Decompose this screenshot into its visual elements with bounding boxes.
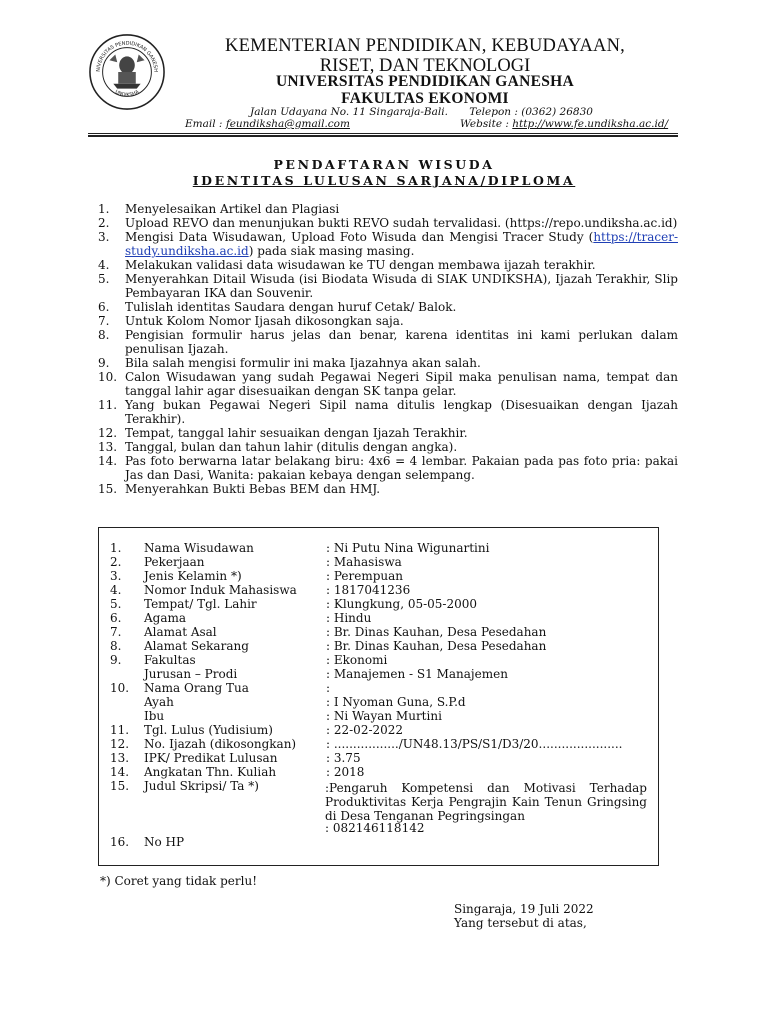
document-title: PENDAFTARAN WISUDA: [273, 157, 495, 172]
item-text: Tempat, tanggal lahir sesuaikan dengan Ijazah Terakhir.: [125, 426, 468, 440]
row-number: 8.: [110, 639, 122, 653]
item-text: Upload REVO dan menunjukan bukti REVO sudah tervalidasi. (https://repo.undiksha.ac.id): [125, 216, 678, 230]
field-label: Tempat/ Tgl. Lahir: [144, 597, 257, 611]
field-label: Pekerjaan: [144, 555, 205, 569]
faculty-name: FAKULTAS EKONOMI: [341, 90, 509, 107]
list-item: [98, 202, 678, 216]
field-label: Jenis Kelamin *): [144, 569, 242, 583]
email-link[interactable]: feundiksha@gmail.com: [225, 118, 350, 130]
address-line: [250, 106, 611, 118]
contact-line: [185, 118, 675, 130]
list-item: [98, 426, 678, 440]
item-text: Menyerahkan Bukti Bebas BEM dan HMJ.: [125, 482, 381, 496]
field-label: Judul Skripsi/ Ta *): [144, 779, 259, 793]
item-text: Melakukan validasi data wisudawan ke TU dengan membawa ijazah terakhir.: [125, 258, 596, 272]
field-value: : Manajemen - S1 Manajemen: [326, 667, 508, 681]
row-number: 2.: [110, 555, 122, 569]
list-item: [98, 314, 678, 328]
field-label: Tgl. Lulus (Yudisium): [144, 723, 273, 737]
field-label: Alamat Sekarang: [144, 639, 249, 653]
phone-value: : 082146118142: [325, 821, 425, 835]
item-text: Untuk Kolom Nomor Ijasah dikosongkan saja.: [125, 314, 404, 328]
row-number: 3.: [110, 569, 122, 583]
field-label: Ayah: [144, 695, 174, 709]
item-number: 14.: [98, 454, 118, 468]
item-text: [125, 230, 678, 258]
list-item: [98, 356, 678, 370]
ministry-line-1: KEMENTERIAN PENDIDIKAN, KEBUDAYAAN,: [225, 36, 625, 56]
field-label: Nama Orang Tua: [144, 681, 249, 695]
field-label: Nama Wisudawan: [144, 541, 254, 555]
item-number: 13.: [98, 440, 118, 454]
item-text: Pas foto berwarna latar belakang biru: 4x6 = 4 lembar. Pakaian pada pas foto pria: pakai Jas dan Dasi, Wanita: pakaian kebaya dengan selempang.: [125, 454, 678, 482]
field-label: No HP: [144, 835, 185, 849]
field-value: : Ekonomi: [326, 653, 388, 667]
list-item: [98, 440, 678, 454]
item-number: 15.: [98, 482, 118, 496]
list-item: [98, 398, 678, 426]
row-number: 14.: [110, 765, 130, 779]
item-text: Pengisian formulir harus jelas dan benar, karena identitas ini kami perlukan dalam penulisan Ijazah.: [125, 328, 678, 356]
item-number: 4.: [98, 258, 110, 272]
item-number: 1.: [98, 202, 110, 216]
logo-text-bottom: UNDIKSHA: [113, 89, 141, 99]
row-number: 6.: [110, 611, 122, 625]
field-label: Alamat Asal: [144, 625, 217, 639]
row-number: 4.: [110, 583, 122, 597]
list-item: [98, 370, 678, 398]
item-text: Menyelesaikan Artikel dan Plagiasi: [125, 202, 340, 216]
field-label: Agama: [144, 611, 187, 625]
item-number: 9.: [98, 356, 110, 370]
field-label: Ibu: [144, 709, 165, 723]
list-item: [98, 328, 678, 356]
list-item: [98, 454, 678, 482]
row-number: 1.: [110, 541, 122, 555]
logo-text-top: NIVERSITAS PENDIDIKAN GANESH: [95, 40, 159, 73]
list-item: [98, 482, 678, 496]
svg-text:UNDIKSHA: [114, 89, 141, 99]
item-number: 6.: [98, 300, 110, 314]
item-number: 5.: [98, 272, 110, 286]
item-number: 12.: [98, 426, 118, 440]
signature-label: Yang tersebut di atas,: [454, 916, 587, 930]
field-value: :: [326, 681, 331, 695]
row-number: 13.: [110, 751, 130, 765]
thesis-title-value: :Pengaruh Kompetensi dan Motivasi Terhadap Produktivitas Kerja Pengrajin Kain Tenun Gringsing di Desa Tenganan Pegringsingan: [325, 781, 647, 823]
field-value: : Ni Wayan Murtini: [326, 709, 442, 723]
field-value: : Br. Dinas Kauhan, Desa Pesedahan: [326, 639, 547, 653]
street-address: Jalan Udayana No. 11 Singaraja-Bali.: [250, 106, 448, 118]
field-value: : Mahasiswa: [326, 555, 402, 569]
item-number: 2.: [98, 216, 110, 230]
ministry-line-2: RISET, DAN TEKNOLOGI: [319, 56, 531, 76]
row-number: 5.: [110, 597, 122, 611]
website-label: Website :: [460, 118, 513, 130]
item-text-before: Mengisi Data Wisudawan, Upload Foto Wisuda dan Mengisi Tracer Study (: [125, 230, 594, 244]
field-value: : 3.75: [326, 751, 361, 765]
field-value: : 1817041236: [326, 583, 411, 597]
item-text: Bila salah mengisi formulir ini maka Ijazahnya akan salah.: [125, 356, 481, 370]
header-divider: [88, 133, 678, 134]
university-name: UNIVERSITAS PENDIDIKAN GANESHA: [275, 73, 575, 90]
list-item: [98, 258, 678, 272]
field-value: : ................./UN48.13/PS/S1/D3/20......................: [326, 737, 623, 751]
field-value: : Perempuan: [326, 569, 404, 583]
item-number: 10.: [98, 370, 118, 384]
field-value: : Klungkung, 05-05-2000: [326, 597, 478, 611]
field-value: : 22-02-2022: [326, 723, 404, 737]
tracer-study-link[interactable]: https://tracer-study.undiksha.ac.id: [125, 230, 678, 258]
row-number: 11.: [110, 723, 130, 737]
item-text: Tulislah identitas Saudara dengan huruf Cetak/ Balok.: [125, 300, 457, 314]
field-value: : Br. Dinas Kauhan, Desa Pesedahan: [326, 625, 547, 639]
list-item: [98, 216, 678, 230]
field-value: : I Nyoman Guna, S.P.d: [326, 695, 466, 709]
field-value: : Hindu: [326, 611, 372, 625]
document-subtitle: IDENTITAS LULUSAN SARJANA/DIPLOMA: [192, 173, 576, 188]
field-label: Angkatan Thn. Kuliah: [144, 765, 277, 779]
field-label: No. Ijazah (dikosongkan): [144, 737, 297, 751]
website-link[interactable]: http://www.fe.undiksha.ac.id/: [512, 118, 669, 130]
item-text: Tanggal, bulan dan tahun lahir (ditulis dengan angka).: [125, 440, 458, 454]
item-number: 3.: [98, 230, 110, 244]
instructions-list: [98, 202, 678, 496]
item-text: Yang bukan Pegawai Negeri Sipil nama ditulis lengkap (Disesuaikan dengan Ijazah Terakhir).: [125, 398, 678, 426]
row-number: 16.: [110, 835, 130, 849]
phone-number: Telepon : (0362) 26830: [469, 106, 593, 118]
field-label: Fakultas: [144, 653, 196, 667]
row-number: 7.: [110, 625, 122, 639]
list-item: [98, 300, 678, 314]
item-text-after: ) pada siak masing masing.: [248, 244, 415, 258]
item-number: 11.: [98, 398, 118, 412]
university-logo: [88, 33, 166, 111]
item-number: 8.: [98, 328, 110, 342]
field-label: IPK/ Predikat Lulusan: [144, 751, 278, 765]
item-text: Calon Wisudawan yang sudah Pegawai Negeri Sipil maka penulisan nama, tempat dan tanggal lahir agar disesuaikan dengan SK tanpa gelar.: [125, 370, 678, 398]
row-number: 9.: [110, 653, 122, 667]
field-value: : 2018: [326, 765, 365, 779]
item-number: 7.: [98, 314, 110, 328]
row-number: 15.: [110, 779, 130, 793]
field-label: Jurusan – Prodi: [144, 667, 238, 681]
list-item: [98, 230, 678, 258]
footnote: *) Coret yang tidak perlu!: [100, 874, 258, 888]
row-number: 12.: [110, 737, 130, 751]
field-value: : Ni Putu Nina Wigunartini: [326, 541, 490, 555]
email-label: Email :: [185, 118, 226, 130]
place-date: Singaraja, 19 Juli 2022: [454, 902, 594, 916]
row-number: 10.: [110, 681, 130, 695]
list-item: [98, 272, 678, 300]
field-label: Nomor Induk Mahasiswa: [144, 583, 297, 597]
item-text: Menyerahkan Ditail Wisuda (isi Biodata Wisuda di SIAK UNDIKSHA), Ijazah Terakhir, Slip Pembayaran IKA dan Souvenir.: [125, 272, 678, 300]
header-divider-thick: [88, 135, 678, 137]
